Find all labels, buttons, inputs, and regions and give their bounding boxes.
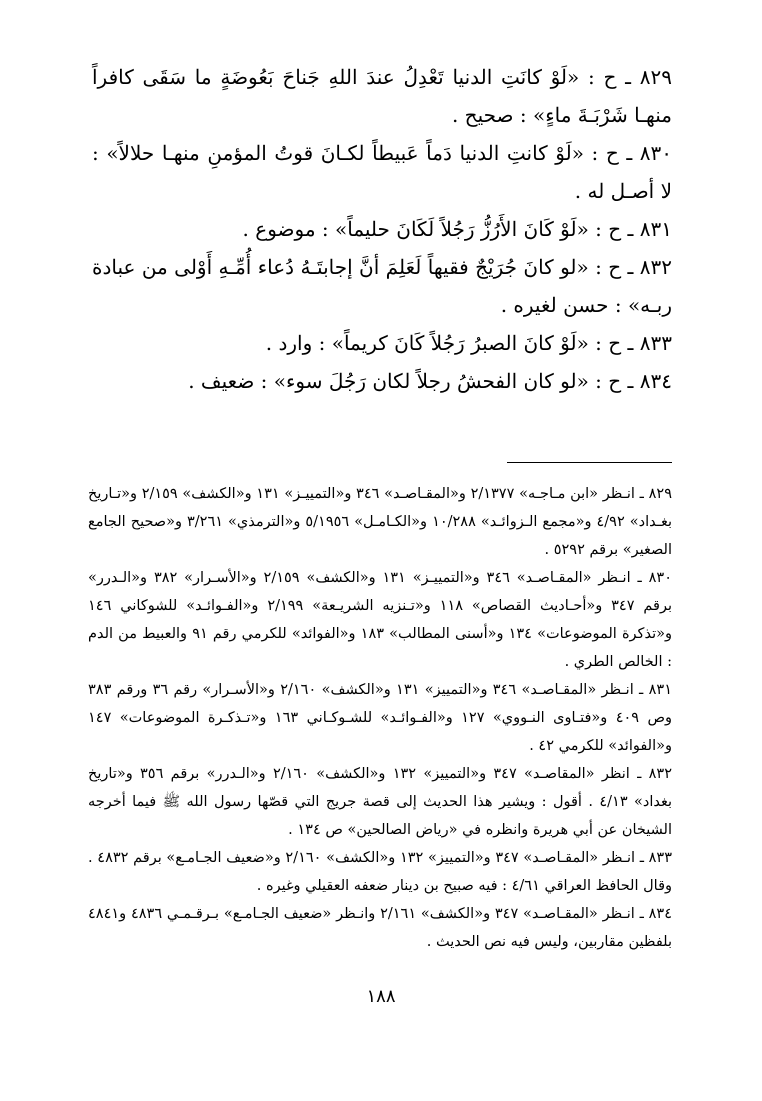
footnote-number: ٨٣٤ ـ [634,906,673,922]
entry-text: «لو كانَ جُرَيْجٌ فقيهاً لَعَلِمَ أنَّ إجابتَـهُ دُعاء أُمِّـهِ أَوْلى من عبادة ربـه» : حسن لغيره . [92,255,672,317]
entry-text: «لَوْ كانتِ الدنيا دَماً عَبيطاً لكـانَ قوتُ المؤمنِ منهـا حلالاً» : لا أصـل له . [92,141,672,203]
footnote-834 [88,900,672,956]
entry-831 [92,210,672,248]
footnote-number: ٨٣٢ ـ [629,766,672,782]
footnote-number: ٨٣٣ ـ [635,850,672,866]
footnote-divider [507,462,672,463]
entry-number: ٨٣١ ـ ح : [588,217,672,241]
entry-829 [92,58,672,134]
entry-number: ٨٣٢ ـ ح : [588,255,673,279]
footnote-text: انظر «المقاصـد» ٣٤٧ و«التمييز» ١٣٢ و«الكشف» ٢/١٦٠ و«الـدرر» برقم ٣٥٦ و«تاريخ بغداد» ٤/١٣ . أقول : ويشير هذا الحديث إلى قصة جريج التي قصّها رسول الله ﷺ فيما أخرجه الشيخان عن أبي هريرة وانظره في «رياض الصالحين» ص ١٣٤ . [88,766,673,838]
footnote-829 [88,480,672,564]
footnote-text: انـظر «المقـاصـد» ٣٤٧ و«التمييز» ١٣٢ و«الكشف» ٢/١٦٠ و«ضعيف الجـامـع» برقم ٤٨٣٢ . وقال الحافظ العراقي ٤/٦١ : فيه صبيح بن دينار ضعفه العقيلي وغيره . [88,850,672,894]
entry-text: «لَوْ كانَ الصبرُ رَجُلاً كَانَ كريماً» : وارد . [265,331,589,355]
entry-number: ٨٣٣ ـ ح : [588,331,672,355]
footnote-833 [88,844,672,900]
page-number: ١٨٨ [366,986,396,1007]
entry-832 [92,248,672,324]
entry-834 [92,362,672,400]
entry-830 [92,134,672,210]
footnote-text: انـظر «ابن مـاجـه» ٢/١٣٧٧ و«المقـاصـد» ٣٤٦ و«التمييـز» ١٣١ و«الكشف» ٢/١٥٩ و«تـاريخ بغـداد» ٤/٩٢ و«مجمع الـزوائـد» ١٠/٢٨٨ و«الكـامـل» ٥/١٩٥٦ و«الترمذي» ٣/٢٦١ و«صحيح الجامع الصغير» برقم ٥٢٩٢ . [88,486,672,558]
entry-text: «لو كان الفحشُ رجلاً لكان رَجُلَ سوء» : ضعيف . [188,369,589,393]
footnote-number: ٨٢٩ ـ [634,486,672,502]
entry-number: ٨٣٤ ـ ح : [588,369,672,393]
footnote-830 [88,564,672,676]
entry-833 [92,324,672,362]
entry-number: ٨٢٩ ـ ح : [579,65,672,89]
footnote-text: انـظر «المقـاصـد» ٣٤٦ و«التمييز» ١٣١ و«الكشف» ٢/١٦٠ و«الأسـرار» رقم ٣٦ ورقم ٣٨٣ وص ٤٠٩ و«فتـاوى النـووي» ١٢٧ و«الفـوائـد» للشـوكـاني ١٦٣ و«تـذكـرة الموضوعات» ١٤٧ و«الفوائد» للكرمي ٤٢ . [88,682,672,754]
footnote-number: ٨٣١ ـ [633,682,672,698]
footnote-text: انـظر «المقـاصـد» ٣٤٧ و«الكشف» ٢/١٦١ وانـظر «ضعيف الجـامـع» بـرقـمـي ٤٨٣٦ و٤٨٤١ بلفظين مقاربين، وليس فيه نص الحديث . [88,906,672,950]
hadith-entries [92,58,672,400]
footnote-number: ٨٣٠ ـ [630,570,672,586]
entry-number: ٨٣٠ ـ ح : [583,141,673,165]
entry-text: «لَوْ كَانَ الأَرُزُّ رَجُلاً لَكَانَ حليماً» : موضوع . [242,217,589,241]
footnote-831 [88,676,672,760]
footnotes [88,480,672,956]
entry-text: «لَوْ كانَتِ الدنيا تَعْدِلُ عندَ اللهِ جَناحَ بَعُوضَةٍ ما سَقَى كافراً منهـا شَرْبَـةَ ماءٍ» : صحيح . [92,65,672,127]
footnote-text: انـظر «المقـاصـد» ٣٤٦ و«التمييـز» ١٣١ و«الكشف» ٢/١٥٩ و«الأسـرار» ٣٨٢ و«الـدرر» برقم ٣٤٧ و«أحـاديث القصاص» ١١٨ و«تـنزيه الشريـعة» ٢/١٩٩ و«الفـوائـد» للشوكاني ١٤٦ و«تذكرة الموضوعات» ١٣٤ و«أسنى المطالب» ١٨٣ و«الفوائد» للكرمي رقم ٩١ والعبيط من الدم : الخالص الطري . [88,570,673,670]
footnote-832 [88,760,672,844]
